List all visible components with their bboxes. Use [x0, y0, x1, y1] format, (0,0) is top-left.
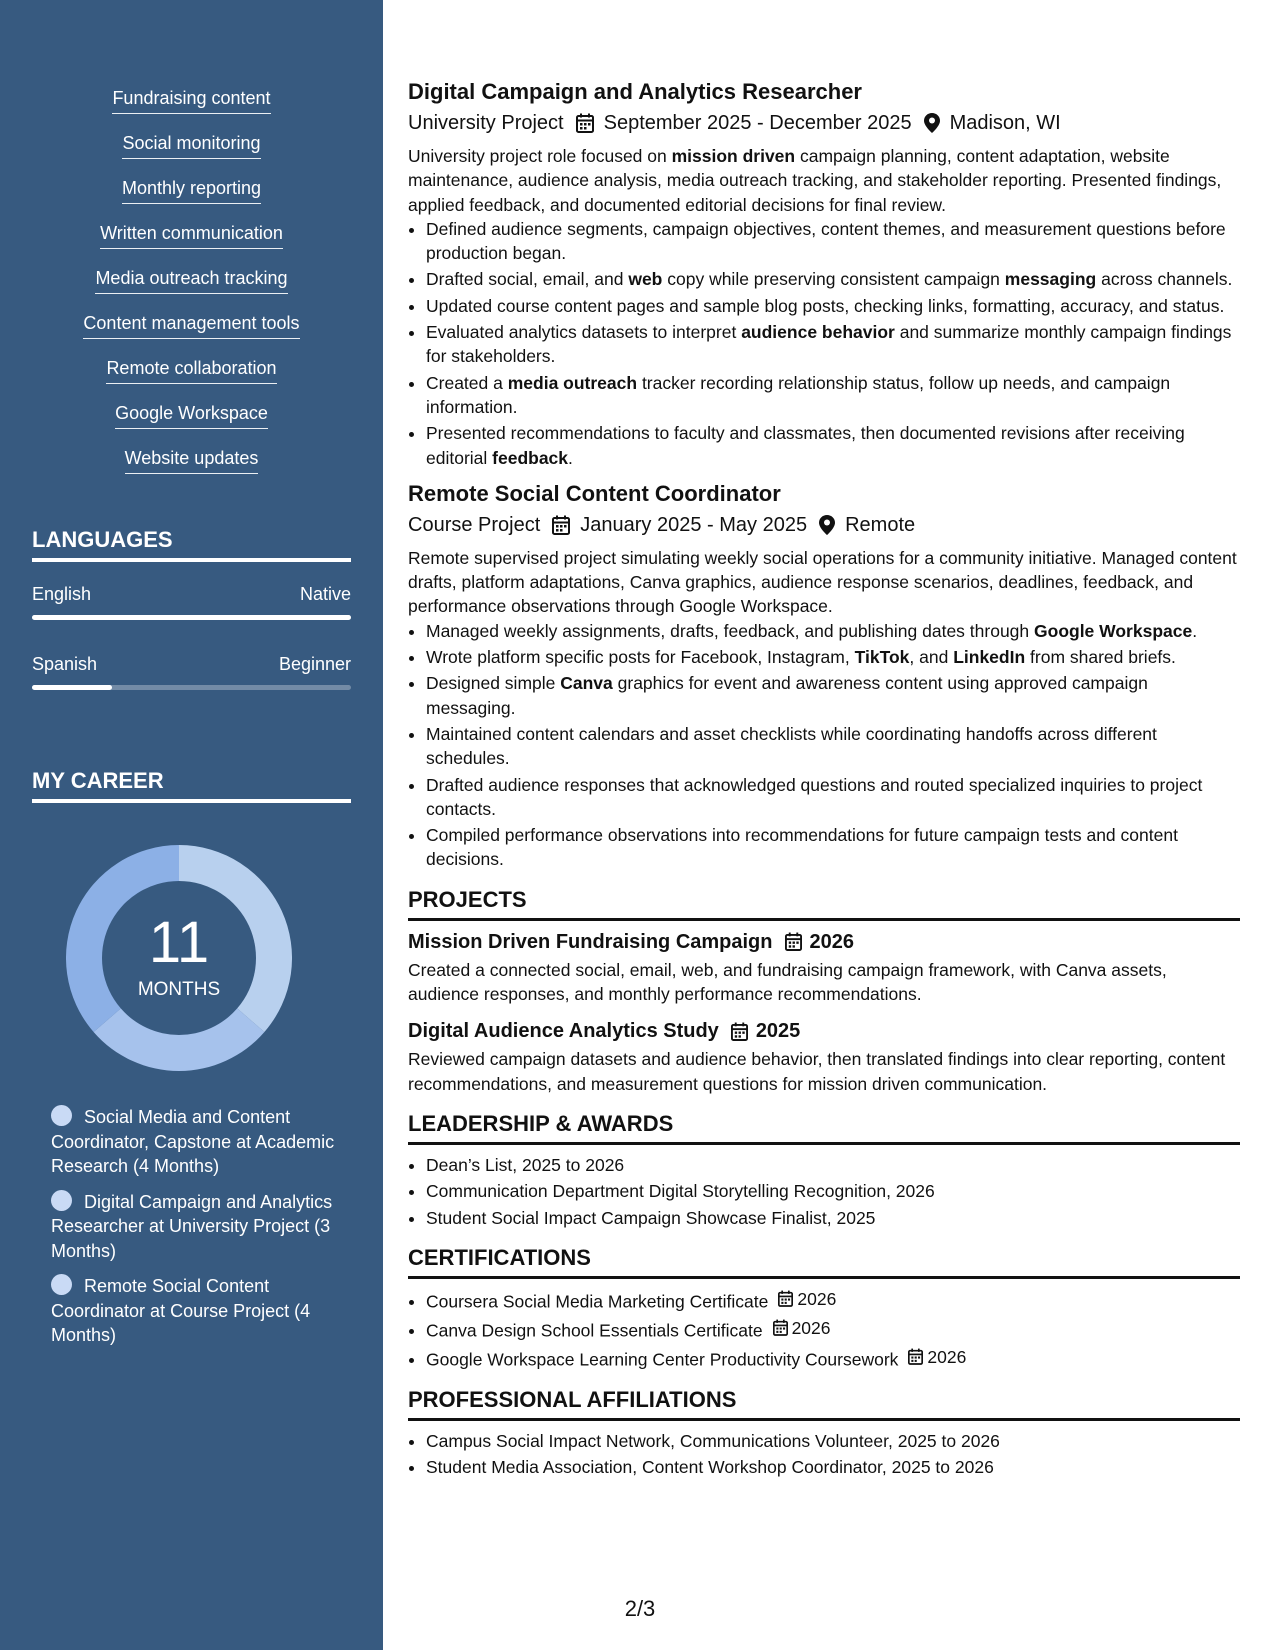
skill-item — [0, 266, 383, 311]
main-content — [408, 78, 1240, 1481]
calendar-icon — [576, 113, 594, 133]
job-title: Remote Social Content Coordinator — [408, 480, 781, 506]
language-level: Native — [299, 584, 351, 604]
job-org: Course Project — [408, 513, 541, 536]
certification-item — [426, 1345, 1240, 1372]
certification-item — [426, 1316, 1240, 1343]
career-legend — [51, 1105, 341, 1359]
job-dates: January 2025 - May 2025 — [580, 513, 808, 536]
location-pin-icon — [924, 113, 940, 133]
skills-list — [0, 86, 383, 491]
project-title-row — [408, 929, 1240, 955]
sidebar — [0, 0, 383, 1650]
career-legend-label: Digital Campaign and Analytics Researcher at University Project (3 Months) — [51, 1191, 333, 1261]
legend-dot-icon — [51, 1274, 72, 1295]
language-bar-spanish — [32, 685, 351, 690]
skill-label: Media outreach tracking — [95, 266, 287, 294]
bold-term: Canva — [560, 673, 613, 694]
language-name: English — [32, 584, 92, 604]
calendar-icon — [552, 515, 570, 535]
skill-label: Remote collaboration — [106, 356, 276, 384]
languages-heading: LANGUAGES — [32, 526, 351, 562]
job-entry — [408, 78, 1240, 470]
calendar-icon — [778, 1290, 793, 1307]
bold-term: feedback — [492, 447, 569, 468]
projects-heading: PROJECTS — [408, 886, 1240, 921]
legend-dot-icon — [51, 1105, 72, 1126]
skill-label: Social monitoring — [122, 131, 260, 159]
bold-term: mission driven — [671, 146, 796, 166]
bold-term: audience behavior — [741, 322, 895, 343]
certification-year: 2026 — [797, 1288, 837, 1309]
award-item: • Dean’s List, 2025 to 2026 — [426, 1153, 1240, 1177]
job-dates: September 2025 - December 2025 — [603, 112, 912, 134]
bullet-item: • Presented recommendations to faculty and classmates, then documented revisions after receiving editorial feedback. — [426, 421, 1240, 470]
affiliations-list — [408, 1429, 1240, 1480]
bold-term: LinkedIn — [953, 647, 1026, 668]
skill-label: Google Workspace — [115, 401, 268, 429]
bullet-item: • Wrote platform specific posts for Facebook, Instagram, TikTok, and LinkedIn from shared briefs. — [426, 645, 1240, 669]
bold-term: Google Workspace — [1034, 620, 1193, 641]
skill-item — [0, 401, 383, 446]
career-heading: MY CAREER — [32, 767, 351, 803]
calendar-icon — [908, 1348, 923, 1365]
calendar-icon — [773, 1319, 788, 1336]
bullet-item: • Managed weekly assignments, drafts, feedback, and publishing dates through Google Workspace. — [426, 619, 1240, 643]
skill-label: Monthly reporting — [122, 176, 261, 204]
job-description: University project role focused on mission driven campaign planning, content adaptation, website maintenance, audience analysis, media outreach tracking, and stakeholder reporting. Presented findings, applied feedback, and documented editorial decisions for final review. — [408, 146, 1222, 215]
project-description: Created a connected social, email, web, and fundraising campaign framework, with Canva assets, audience responses, and monthly performance recommendations. — [408, 959, 1167, 1005]
project-year: 2025 — [755, 1020, 801, 1043]
language-bar-english — [32, 615, 351, 620]
job-bullets — [408, 619, 1240, 872]
awards-list — [408, 1153, 1240, 1230]
certifications-heading: CERTIFICATIONS — [408, 1244, 1240, 1279]
bullet-item: • Maintained content calendars and asset checklists while coordinating handoffs across different schedules. — [426, 722, 1240, 771]
skill-label: Content management tools — [83, 311, 299, 339]
project-title-row — [408, 1018, 1240, 1044]
bullet-item: • Updated course content pages and sample blog posts, checking links, formatting, accuracy, and status. — [426, 294, 1240, 318]
award-item: • Student Social Impact Campaign Showcase Finalist, 2025 — [426, 1206, 1240, 1230]
career-legend-label: Social Media and Content Coordinator, Capstone at Academic Research (4 Months) — [51, 1107, 335, 1176]
bullet-item: • Designed simple Canva graphics for event and awareness content using approved campaign messaging. — [426, 671, 1240, 720]
skill-item — [0, 176, 383, 221]
job-description: Remote supervised project simulating weekly social operations for a community initiative. Managed content drafts, platform adaptations, Canva graphics, audience response scenarios, deadlines, feedback, and performance observations through Google Workspace. — [408, 547, 1237, 617]
awards-heading: LEADERSHIP & AWARDS — [408, 1110, 1240, 1145]
job-meta — [408, 110, 1240, 136]
bullet-item: • Evaluated analytics datasets to interpret audience behavior and summarize monthly campaign findings for stakeholders. — [426, 320, 1240, 369]
language-bar-fill — [32, 615, 351, 620]
job-location: Madison, WI — [949, 112, 1061, 134]
calendar-icon — [731, 1022, 748, 1041]
job-meta — [408, 512, 1240, 538]
job-org: University Project — [408, 112, 564, 134]
project-entry — [408, 929, 1240, 1007]
affiliations-heading: PROFESSIONAL AFFILIATIONS — [408, 1386, 1240, 1421]
job-location: Remote — [845, 513, 916, 536]
skill-label: Written communication — [100, 221, 283, 249]
skill-item — [0, 446, 383, 491]
affiliation-item: • Student Media Association, Content Workshop Coordinator, 2025 to 2026 — [426, 1455, 1240, 1479]
certification-name: Google Workspace Learning Center Productivity Coursework — [426, 1349, 899, 1370]
certification-name: Canva Design School Essentials Certificate — [426, 1320, 763, 1341]
job-entry — [408, 480, 1240, 872]
affiliation-item: • Campus Social Impact Network, Communications Volunteer, 2025 to 2026 — [426, 1429, 1240, 1453]
bold-term: media outreach — [507, 372, 638, 393]
skill-item — [0, 311, 383, 356]
bullet-item: • Compiled performance observations into recommendations for future campaign tests and content decisions. — [426, 823, 1240, 872]
page-number: 2/3 — [624, 1596, 656, 1621]
project-title: Digital Audience Analytics Study — [408, 1020, 719, 1043]
legend-dot-icon — [51, 1190, 72, 1211]
skill-label: Website updates — [125, 446, 259, 474]
project-entry — [408, 1018, 1240, 1096]
skill-label: Fundraising content — [112, 86, 270, 114]
certification-year: 2026 — [927, 1346, 967, 1367]
bullet-item: • Drafted social, email, and web copy while preserving consistent campaign messaging across channels. — [426, 267, 1240, 291]
career-legend-item — [51, 1105, 341, 1179]
job-bullets — [408, 217, 1240, 470]
job-title: Digital Campaign and Analytics Researcher — [408, 79, 862, 104]
bullet-item: • Created a media outreach tracker recording relationship status, follow up needs, and campaign information. — [426, 371, 1240, 420]
language-bar-fill — [32, 685, 112, 690]
career-unit: MONTHS — [137, 979, 221, 1000]
career-total: 11 — [148, 910, 210, 975]
bold-term: messaging — [1004, 269, 1097, 290]
bold-term: TikTok — [854, 647, 910, 668]
certifications-list — [408, 1287, 1240, 1372]
skill-item — [0, 356, 383, 401]
location-pin-icon — [819, 515, 835, 535]
career-legend-item — [51, 1274, 341, 1348]
certification-item — [426, 1287, 1240, 1314]
award-item: • Communication Department Digital Storytelling Recognition, 2026 — [426, 1179, 1240, 1203]
career-legend-item — [51, 1190, 341, 1264]
career-legend-label: Remote Social Content Coordinator at Course Project (4 Months) — [51, 1276, 311, 1345]
skill-item — [0, 221, 383, 266]
certification-name: Coursera Social Media Marketing Certificate — [426, 1291, 769, 1312]
skill-item — [0, 131, 383, 176]
language-level: Beginner — [278, 654, 351, 674]
calendar-icon — [785, 932, 802, 951]
bold-term: web — [628, 269, 663, 290]
certification-year: 2026 — [791, 1317, 831, 1338]
bullet-item: • Drafted audience responses that acknowledged questions and routed specialized inquiries to project contacts. — [426, 773, 1240, 822]
skill-item — [0, 86, 383, 131]
language-name: Spanish — [32, 654, 98, 674]
project-description: Reviewed campaign datasets and audience behavior, then translated findings into clear reporting, content recommendations, and measurement questions for mission driven communication. — [408, 1049, 1226, 1094]
project-title: Mission Driven Fundraising Campaign — [408, 930, 773, 953]
donut-segment — [94, 1008, 265, 1071]
bullet-item: • Defined audience segments, campaign objectives, content themes, and measurement questions before production began. — [426, 217, 1240, 266]
project-year: 2026 — [809, 930, 854, 953]
